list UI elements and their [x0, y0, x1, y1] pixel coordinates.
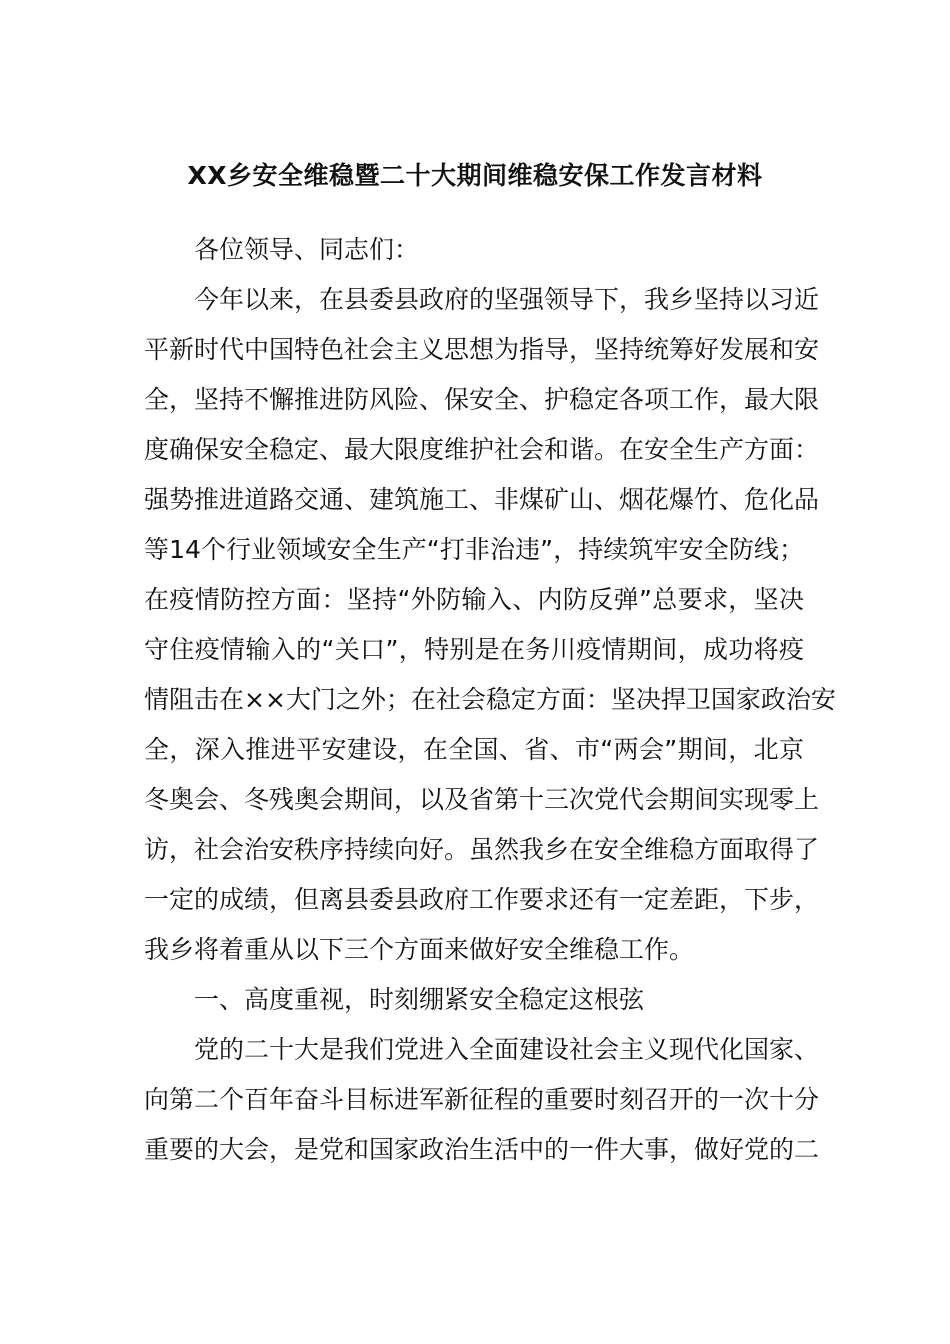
salutation-line: 各位领导、同志们： [194, 235, 420, 264]
paragraph-1-line: 今年以来，在县委县政府的坚强领导下，我乡坚持以习近 [194, 285, 820, 314]
paragraph-2 [144, 1025, 820, 1175]
paragraph-1 [144, 275, 836, 975]
document-title: XX乡安全维稳暨二十大期间维稳安保工作发言材料 [187, 161, 763, 190]
paragraph-1-line: 访，社会治安秩序持续向好。虽然我乡在安全维稳方面取得了 [144, 835, 820, 864]
paragraph-1-line: 等14个行业领域安全生产“打非治违”，持续筑牢安全防线； [144, 535, 804, 564]
paragraph-2-line: 向第二个百年奋斗目标进军新征程的重要时刻召开的一次十分 [144, 1085, 820, 1114]
paragraph-1-line: 在疫情防控方面：坚持“外防输入、内防反弹”总要求，坚决 [144, 585, 804, 614]
section-heading-1 [144, 975, 804, 1025]
paragraph-2-line: 党的二十大是我们党进入全面建设社会主义现代化国家、 [194, 1035, 820, 1064]
paragraph-1-line: 度确保安全稳定、最大限度维护社会和谐。在安全生产方面： [144, 435, 820, 464]
paragraph-1-line: 冬奥会、冬残奥会期间，以及省第十三次党代会期间实现零上 [144, 785, 820, 814]
paragraph-1-line: 情阻击在××大门之外；在社会稳定方面：坚决捍卫国家政治安 [144, 685, 836, 714]
paragraph-2-line: 重要的大会，是党和国家政治生活中的一件大事，做好党的二 [144, 1135, 820, 1164]
paragraph-1-line: 一定的成绩，但离县委县政府工作要求还有一定差距，下步， [144, 885, 820, 914]
paragraph-1-line: 平新时代中国特色社会主义思想为指导，坚持统筹好发展和安 [144, 335, 820, 364]
paragraph-1-line: 守住疫情输入的“关口”，特别是在务川疫情期间，成功将疫 [144, 635, 804, 664]
document-body [144, 225, 836, 1175]
paragraph-1-line: 我乡将着重从以下三个方面来做好安全维稳工作。 [144, 935, 695, 964]
paragraph-1-line: 强势推进道路交通、建筑施工、非煤矿山、烟花爆竹、危化品 [144, 485, 820, 514]
paragraph-1-line: 全，深入推进平安建设，在全国、省、市“两会”期间，北京 [144, 735, 804, 764]
salutation [144, 225, 804, 275]
section-heading-1-text: 一、高度重视，时刻绷紧安全稳定这根弦 [194, 985, 645, 1014]
paragraph-1-line: 全，坚持不懈推进防风险、保安全、护稳定各项工作，最大限 [144, 385, 820, 414]
